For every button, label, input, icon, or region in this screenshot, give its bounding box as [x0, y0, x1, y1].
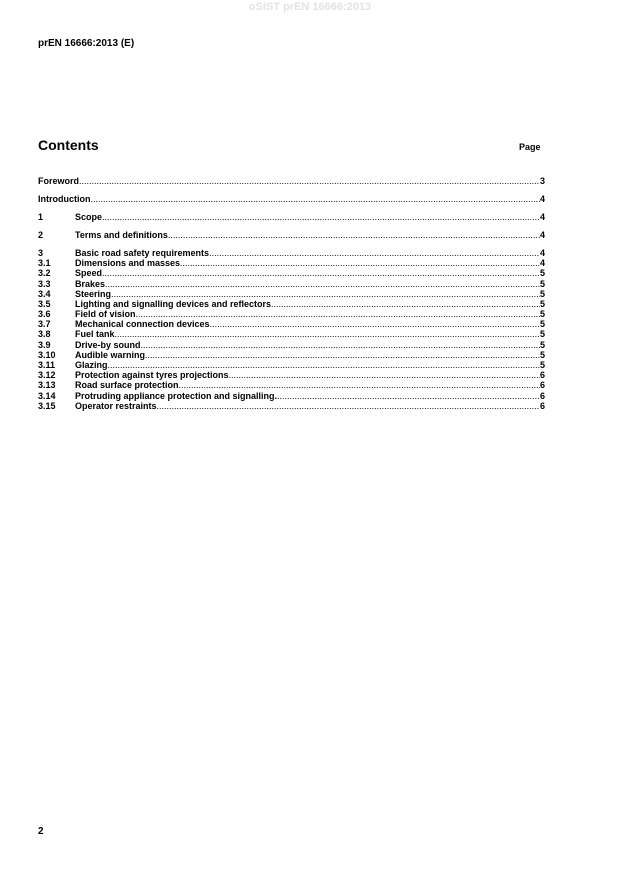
toc-entry-3-8[interactable]: [38, 329, 545, 339]
toc-entry-scope[interactable]: [38, 212, 545, 222]
dot-leader: [102, 212, 540, 222]
toc-entry-number: 1: [38, 211, 44, 222]
toc-entry-page: 4: [539, 193, 545, 204]
page-number: 2: [38, 826, 44, 837]
toc-entry-page: 5: [539, 268, 545, 279]
toc-entry-terms[interactable]: [38, 230, 545, 240]
toc-entry-title: Steering: [75, 288, 112, 299]
toc-entry-page: 5: [539, 349, 545, 360]
toc-entry-number: 3.1: [38, 258, 51, 269]
toc-entry-3-7[interactable]: [38, 319, 545, 329]
toc-entry-page: 5: [539, 309, 545, 320]
toc-entry-title: Introduction: [38, 193, 91, 204]
toc-entry-title: Drive-by sound: [75, 339, 141, 350]
dot-leader: [168, 230, 540, 240]
toc-entry-page: 5: [539, 278, 545, 289]
toc-entry-3-14[interactable]: [38, 391, 545, 401]
toc-entry-number: 3.7: [38, 319, 51, 330]
dot-leader: [277, 391, 540, 401]
toc-entry-number: 3.15: [38, 400, 56, 411]
toc-entry-basic-requirements[interactable]: [38, 248, 545, 258]
toc-entry-number: 3.2: [38, 268, 51, 279]
dot-leader: [271, 299, 540, 309]
toc-entry-page: 4: [539, 247, 545, 258]
toc-entry-page: 6: [539, 370, 545, 381]
toc-entry-title: Field of vision: [75, 309, 136, 320]
toc-entry-3-2[interactable]: [38, 268, 545, 278]
dot-leader: [115, 329, 540, 339]
toc-entry-3-5[interactable]: [38, 299, 545, 309]
toc-entry-page: 4: [539, 258, 545, 269]
toc-entry-page: 3: [539, 176, 545, 186]
toc-entry-title: Scope: [75, 211, 103, 222]
toc-entry-3-13[interactable]: [38, 380, 545, 390]
toc-entry-title: Lighting and signalling devices and reflectors: [75, 298, 272, 309]
toc-entry-3-1[interactable]: [38, 258, 545, 268]
toc-entry-number: 3.4: [38, 288, 51, 299]
toc-entry-title: Fuel tank: [75, 329, 115, 340]
toc-entry-number: 3.14: [38, 390, 56, 401]
toc-entry-title: Speed: [75, 268, 103, 279]
toc-entry-title: Audible warning: [75, 349, 146, 360]
toc-entry-title: Brakes: [75, 278, 106, 289]
watermark: oSIST prEN 16666:2013: [248, 1, 372, 13]
toc-entry-page: 5: [539, 288, 545, 299]
toc-entry-title: Operator restraints: [75, 400, 157, 411]
dot-leader: [111, 289, 540, 299]
toc-entry-title: Glazing: [75, 360, 108, 370]
toc-entry-number: 3.11: [38, 360, 56, 370]
toc-entry-3-15[interactable]: [38, 401, 545, 411]
toc-entry-number: 3.5: [38, 298, 51, 309]
toc-entry-number: 3.3: [38, 278, 51, 289]
dot-leader: [145, 350, 540, 360]
toc-entry-title: Protection against tyres projections: [75, 370, 229, 381]
toc-entry-page: 6: [539, 390, 545, 401]
dot-leader: [102, 268, 540, 278]
toc-entry-3-3[interactable]: [38, 279, 545, 289]
toc-entry-3-4[interactable]: [38, 289, 545, 299]
toc-entry-page: 5: [539, 339, 545, 350]
toc-entry-3-10[interactable]: [38, 350, 545, 360]
dot-leader: [157, 401, 540, 411]
toc-entry-3-9[interactable]: [38, 340, 545, 350]
toc-entry-title: Mechanical connection devices: [75, 319, 210, 330]
dot-leader: [108, 360, 540, 370]
dot-leader: [210, 319, 540, 329]
toc-entry-page: 5: [539, 360, 545, 370]
toc-entry-page: 4: [539, 211, 545, 222]
toc-entry-title: Dimensions and masses: [75, 258, 181, 269]
dot-leader: [105, 279, 540, 289]
toc-entry-3-11[interactable]: [38, 360, 545, 370]
dot-leader: [141, 340, 540, 350]
toc-entry-foreword[interactable]: [38, 176, 545, 186]
toc-entry-title: Road surface protection: [75, 380, 179, 391]
toc-entry-number: 3.9: [38, 339, 51, 350]
toc-entry-page: 5: [539, 319, 545, 330]
toc-entry-title: Foreword: [38, 176, 80, 186]
dot-leader: [179, 380, 540, 390]
toc-entry-number: 3.13: [38, 380, 56, 391]
toc-entry-introduction[interactable]: [38, 194, 545, 204]
toc-entry-page: 5: [539, 329, 545, 340]
dot-leader: [79, 176, 540, 186]
toc-entry-number: 3.6: [38, 309, 51, 320]
dot-leader: [180, 258, 540, 268]
toc-entry-number: 3.12: [38, 370, 56, 381]
dot-leader: [209, 248, 540, 258]
contents-heading: Contents: [38, 137, 99, 153]
toc-entry-title: Protruding appliance protection and signalling.: [75, 390, 278, 401]
toc-entry-number: 2: [38, 229, 44, 240]
toc-entry-page: 6: [539, 380, 545, 391]
toc-entry-number: 3.8: [38, 329, 51, 340]
toc-entry-number: 3.10: [38, 349, 56, 360]
page-column-label: Page: [519, 142, 541, 152]
toc-entry-3-6[interactable]: [38, 309, 545, 319]
dot-leader: [136, 309, 540, 319]
toc-entry-page: 5: [539, 298, 545, 309]
table-of-contents: [38, 176, 545, 411]
toc-entry-page: 6: [539, 400, 545, 411]
dot-leader: [91, 194, 540, 204]
toc-entry-title: Terms and definitions: [75, 229, 168, 240]
toc-entry-page: 4: [539, 229, 545, 240]
toc-entry-number: 3: [38, 247, 44, 258]
toc-entry-title: Basic road safety requirements: [75, 247, 210, 258]
document-id: prEN 16666:2013 (E): [38, 38, 135, 49]
toc-entry-3-12[interactable]: [38, 370, 545, 380]
dot-leader: [229, 370, 540, 380]
